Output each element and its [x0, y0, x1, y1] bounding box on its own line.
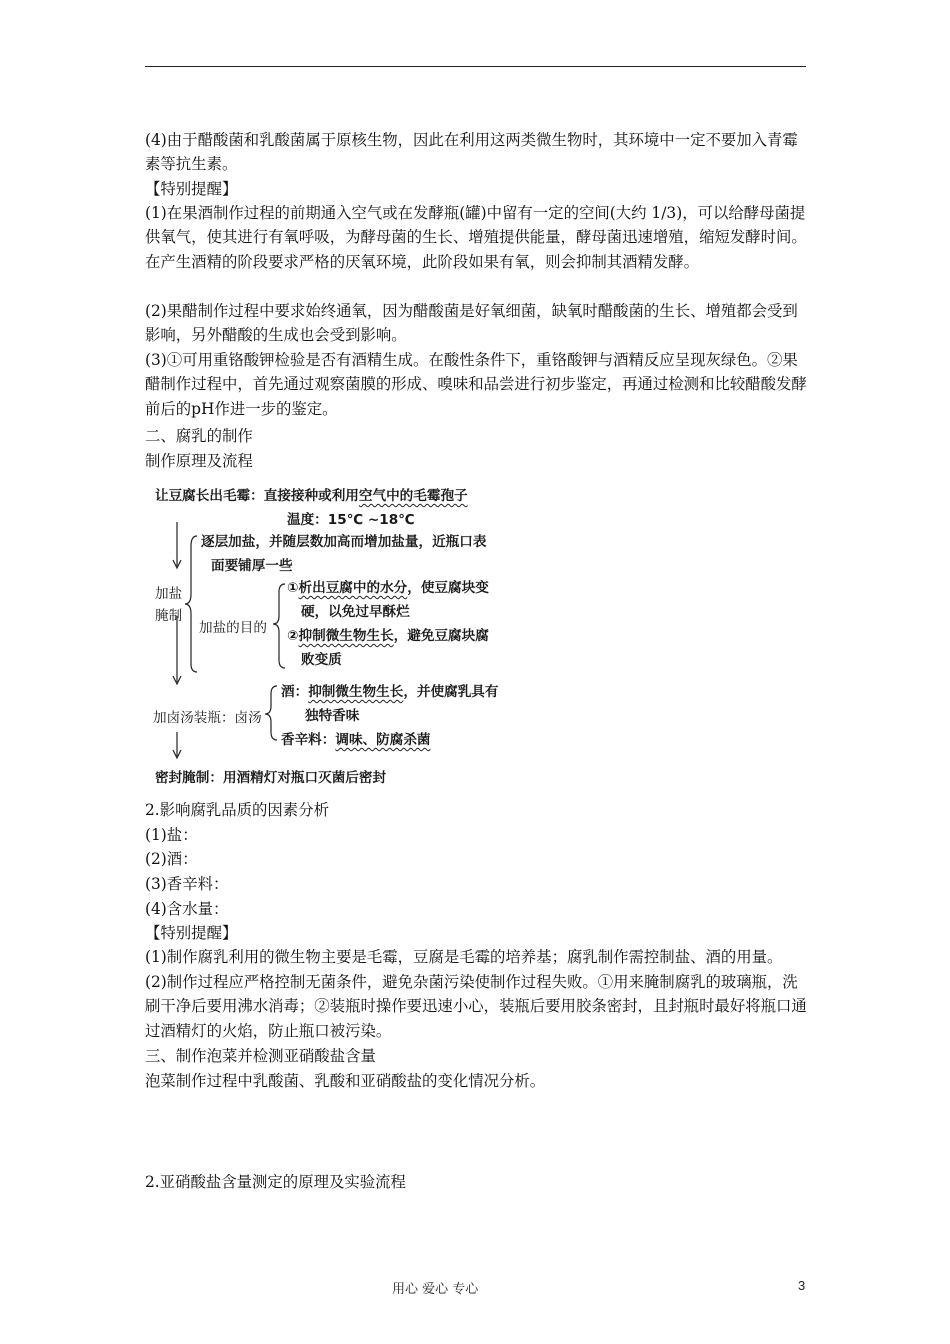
paragraph-antibiotics: (4)由于醋酸菌和乳酸菌属于原核生物，因此在利用这两类微生物时，其环境中一定不要加入青霉素等抗生素。 — [145, 131, 798, 174]
salt-purpose-label: 加盐的目的 — [199, 620, 267, 636]
purpose-2-marker: ② — [287, 628, 299, 644]
tip2-paragraph-1: (1)制作腐乳利用的微生物主要是毛霉，豆腐是毛霉的培养基；腐乳制作需控制盐、酒的用量。 — [145, 948, 783, 966]
purpose-brace — [273, 584, 285, 668]
tip2-paragraph-2: (2)制作过程应严格控制无菌条件，避免杂菌污染使制作过程失败。①用来腌制腐乳的玻璃瓶，洗刷干净后要用沸水消毒；②装瓶时操作要迅速小心，装瓶后要用胶条密封，且封瓶时最好将瓶口通过酒精灯的火焰，防止瓶口被污染。 — [145, 973, 807, 1040]
purpose-2-highlight: 抑制微生物生长 — [298, 628, 394, 644]
brine-label: 加卤汤装瓶：卤汤 — [153, 710, 262, 726]
wine-rest: ，并使腐乳具有 — [403, 684, 499, 700]
factor-spice: (3)香辛料： — [145, 875, 229, 893]
pickles-paragraph: 泡菜制作过程中乳酸菌、乳酸和亚硝酸盐的变化情况分析。 — [145, 1072, 546, 1090]
nitrite-title: 2.亚硝酸盐含量测定的原理及实验流程 — [145, 1173, 406, 1191]
factor-salt: (1)盐： — [145, 826, 198, 844]
furu-process-diagram — [145, 476, 525, 796]
spice-line — [281, 728, 431, 748]
salt-group-label-1: 加盐 — [155, 586, 183, 602]
temperature-label: 温度：15℃ ~18℃ — [287, 512, 415, 528]
purpose-1-marker: ① — [287, 580, 299, 596]
tip-paragraph-1: (1)在果酒制作过程的前期通入空气或在发酵瓶(罐)中留有一定的空间(大约 1/3)，可以给酵母菌提供氧气，使其进行有氧呼吸，为酵母菌的生长、增殖提供能量，酵母菌迅速增殖，缩短发酵时间。在产生酒精的阶段要求严格的厌氧环境，此阶段如果有氧，则会抑制其酒精发酵。 — [145, 204, 807, 271]
wine-line-1 — [281, 680, 499, 700]
wine-label: 酒： — [281, 684, 309, 700]
footer-slogan: 用心 爱心 专心 — [392, 1282, 479, 1297]
spice-highlight: 调味、防腐杀菌 — [335, 732, 431, 748]
purpose-2-line-1 — [287, 624, 489, 644]
section-title-pickles: 三、制作泡菜并检测亚硝酸盐含量 — [145, 1047, 376, 1065]
section-subtitle-process: 制作原理及流程 — [145, 452, 253, 470]
purpose-1-line-1 — [287, 576, 489, 596]
special-tip-heading-2: 【特别提醒】 — [145, 924, 238, 942]
tip-paragraph-3: (3)①可用重铬酸钾检验是否有酒精生成。在酸性条件下，重铬酸钾与酒精反应呈现灰绿色。②果醋制作过程中，首先通过观察菌膜的形成、嗅味和品尝进行初步鉴定，再通过检测和比较醋酸发酵前后的pH作进一步的鉴定。 — [145, 351, 807, 418]
purpose-2-rest: ，避免豆腐块腐 — [393, 628, 489, 644]
factor-wine: (2)酒： — [145, 850, 198, 868]
section-title-furu: 二、腐乳的制作 — [145, 427, 253, 445]
salt-brace — [185, 536, 197, 672]
step-grow-mold-text: 让豆腐长出毛霉：直接接种或利用 — [155, 488, 359, 504]
purpose-1-highlight: 析出豆腐中的水分 — [298, 580, 408, 596]
step-grow-mold — [155, 484, 468, 504]
salt-layer-line-2: 面要铺厚一些 — [211, 558, 293, 574]
purpose-2-line-2: 败变质 — [301, 652, 342, 668]
purpose-1-rest: ，使豆腐块变 — [407, 580, 489, 596]
seal-step: 密封腌制：用酒精灯对瓶口灭菌后密封 — [155, 770, 387, 786]
salt-layer-line-1: 逐层加盐，并随层数加高而增加盐量，近瓶口表 — [201, 534, 487, 550]
step-grow-mold-highlight: 空气中的毛霉孢子 — [358, 488, 468, 504]
brine-brace — [265, 686, 277, 740]
wine-highlight: 抑制微生物生长 — [308, 684, 404, 700]
page-number: 3 — [798, 1278, 806, 1293]
factors-title: 2.影响腐乳品质的因素分析 — [145, 801, 329, 819]
wine-line-2: 独特香味 — [305, 708, 360, 724]
special-tip-heading: 【特别提醒】 — [145, 180, 238, 198]
purpose-1-line-2: 硬，以免过早酥烂 — [301, 604, 410, 620]
spice-label: 香辛料： — [281, 732, 336, 748]
header-rule — [145, 66, 806, 67]
salt-group-label-2: 腌制 — [155, 608, 183, 624]
tip-paragraph-2: (2)果醋制作过程中要求始终通氧，因为醋酸菌是好氧细菌，缺氧时醋酸菌的生长、增殖都会受到影响，另外醋酸的生成也会受到影响。 — [145, 302, 798, 345]
factor-water: (4)含水量： — [145, 900, 229, 918]
